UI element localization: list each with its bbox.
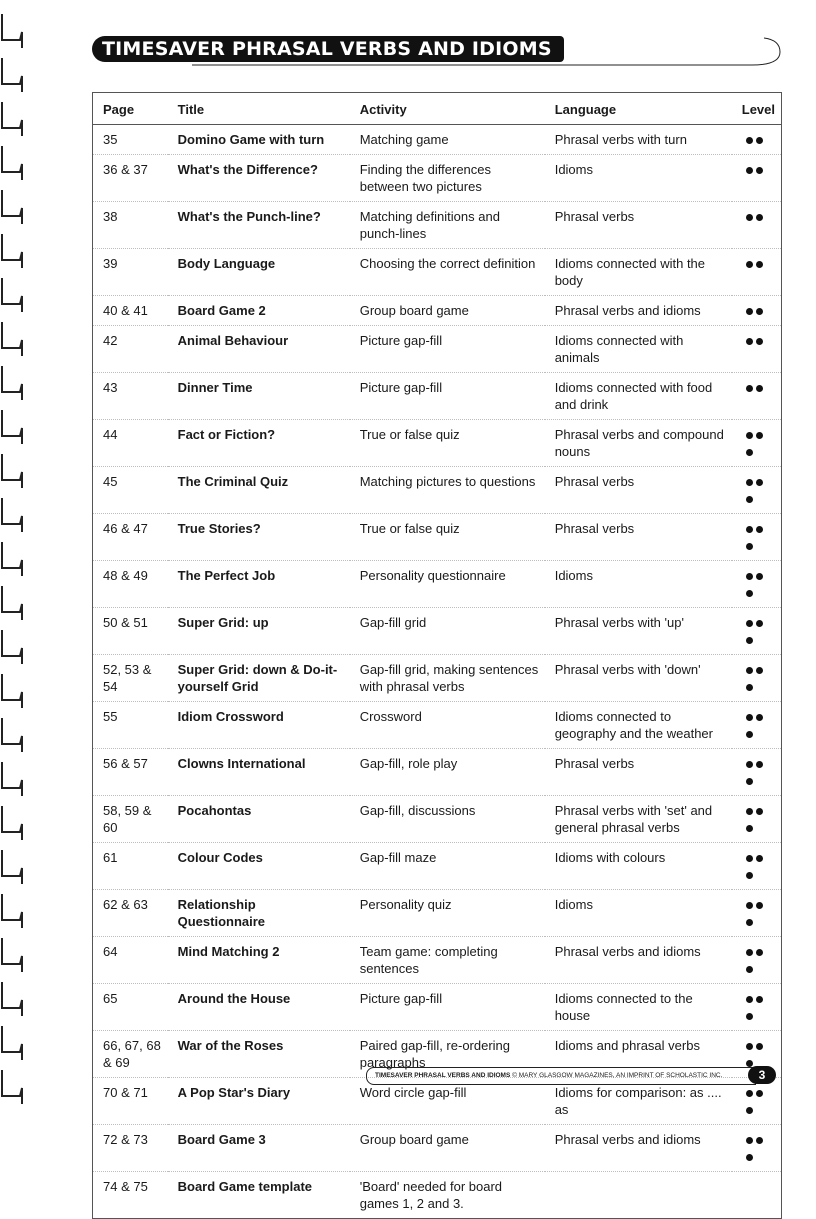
cell-activity: Gap-fill grid, making sentences with phrasal verbs xyxy=(350,655,545,702)
cell-title: The Perfect Job xyxy=(168,561,350,608)
table-row xyxy=(93,561,782,608)
level-dot-icon xyxy=(756,667,763,674)
footer-series: TIMESAVER PHRASAL VERBS AND IDIOMS xyxy=(375,1072,511,1079)
level-dot-icon xyxy=(746,872,753,879)
cell-language: Phrasal verbs and compound nouns xyxy=(545,420,732,467)
level-dot-icon xyxy=(746,808,753,815)
table-row xyxy=(93,984,782,1031)
level-dot-icon xyxy=(746,573,753,580)
table-row xyxy=(93,125,782,155)
column-header-language: Language xyxy=(545,93,732,125)
cell-activity: Picture gap-fill xyxy=(350,984,545,1031)
cell-activity: Gap-fill grid xyxy=(350,608,545,655)
cell-page: 61 xyxy=(93,843,168,890)
cell-activity: Gap-fill, discussions xyxy=(350,796,545,843)
cell-page: 45 xyxy=(93,467,168,514)
table-row xyxy=(93,937,782,984)
level-dot-icon xyxy=(746,261,753,268)
cell-page: 43 xyxy=(93,373,168,420)
cell-title: Animal Behaviour xyxy=(168,326,350,373)
cell-language: Phrasal verbs with 'up' xyxy=(545,608,732,655)
level-dot-icon xyxy=(746,949,753,956)
cell-page: 66, 67, 68 & 69 xyxy=(93,1031,168,1078)
cell-language: Phrasal verbs xyxy=(545,749,732,796)
cell-language: Phrasal verbs xyxy=(545,467,732,514)
cell-page: 40 & 41 xyxy=(93,296,168,326)
table-row xyxy=(93,702,782,749)
page-number: 3 xyxy=(748,1066,776,1084)
cell-level xyxy=(732,420,782,467)
cell-activity: Gap-fill maze xyxy=(350,843,545,890)
cell-activity: True or false quiz xyxy=(350,514,545,561)
cell-activity: Gap-fill, role play xyxy=(350,749,545,796)
cell-language: Idioms for comparison: as .... as xyxy=(545,1078,732,1125)
page-footer xyxy=(366,1067,776,1085)
table-row xyxy=(93,655,782,702)
cell-title: Super Grid: up xyxy=(168,608,350,655)
level-dot-icon xyxy=(746,919,753,926)
level-dot-icon xyxy=(756,137,763,144)
cell-activity: Matching pictures to questions xyxy=(350,467,545,514)
cell-title: Clowns International xyxy=(168,749,350,796)
cell-activity: 'Board' needed for board games 1, 2 and 3. xyxy=(359,1179,503,1211)
page-header xyxy=(92,36,782,66)
cell-language: Idioms with colours xyxy=(545,843,732,890)
level-dot-icon xyxy=(746,778,753,785)
cell-activity: Group board game xyxy=(350,1125,545,1172)
level-dot-icon xyxy=(746,167,753,174)
level-dot-icon xyxy=(746,1154,753,1161)
cell-title: What's the Punch-line? xyxy=(168,202,350,249)
cell-language: Idioms xyxy=(545,561,732,608)
table-row xyxy=(93,796,782,843)
cell-level xyxy=(732,749,782,796)
header-title: TIMESAVER PHRASAL VERBS AND IDIOMS xyxy=(92,36,564,62)
table-row xyxy=(93,1125,782,1172)
level-dot-icon xyxy=(746,137,753,144)
cell-title: Mind Matching 2 xyxy=(168,937,350,984)
level-dot-icon xyxy=(746,449,753,456)
cell-page: 35 xyxy=(93,125,168,155)
level-dot-icon xyxy=(746,1043,753,1050)
cell-title: Relationship Questionnaire xyxy=(168,890,350,937)
cell-page: 42 xyxy=(93,326,168,373)
cell-title: Around the House xyxy=(168,984,350,1031)
level-dot-icon xyxy=(746,543,753,550)
level-dot-icon xyxy=(756,996,763,1003)
level-dot-icon xyxy=(756,902,763,909)
table-row xyxy=(93,420,782,467)
cell-page: 36 & 37 xyxy=(93,155,168,202)
cell-activity: Personality quiz xyxy=(350,890,545,937)
table-row xyxy=(93,890,782,937)
level-dot-icon xyxy=(756,1043,763,1050)
cell-title: Fact or Fiction? xyxy=(168,420,350,467)
cell-activity: Paired gap-fill, re-ordering paragraphs xyxy=(350,1031,545,1078)
cell-page: 55 xyxy=(93,702,168,749)
cell-title: Colour Codes xyxy=(168,843,350,890)
cell-level xyxy=(732,937,782,984)
level-dot-icon xyxy=(756,308,763,315)
cell-page: 56 & 57 xyxy=(93,749,168,796)
cell-page: 64 xyxy=(93,937,168,984)
cell-title: What's the Difference? xyxy=(168,155,350,202)
level-dot-icon xyxy=(746,1090,753,1097)
table-row xyxy=(93,514,782,561)
level-dot-icon xyxy=(756,261,763,268)
cell-title: Board Game 3 xyxy=(168,1125,350,1172)
cell-title: Super Grid: down & Do-it-yourself Grid xyxy=(168,655,350,702)
cell-activity: Word circle gap-fill xyxy=(350,1078,545,1125)
cell-title: Domino Game with turn xyxy=(168,125,350,155)
level-dot-icon xyxy=(756,714,763,721)
level-dot-icon xyxy=(746,761,753,768)
cell-activity: Personality questionnaire xyxy=(350,561,545,608)
cell-level xyxy=(732,249,782,296)
level-dot-icon xyxy=(746,855,753,862)
cell-page: 65 xyxy=(93,984,168,1031)
cell-language: Idioms connected with food and drink xyxy=(545,373,732,420)
cell-title: Pocahontas xyxy=(168,796,350,843)
cell-level xyxy=(732,155,782,202)
cell-language: Idioms xyxy=(545,890,732,937)
cell-level xyxy=(732,467,782,514)
level-dot-icon xyxy=(746,731,753,738)
level-dot-icon xyxy=(746,308,753,315)
level-dot-icon xyxy=(746,385,753,392)
cell-language: Phrasal verbs and idioms xyxy=(545,937,732,984)
cell-level xyxy=(732,561,782,608)
table-row xyxy=(93,749,782,796)
level-dot-icon xyxy=(746,1013,753,1020)
cell-language: Idioms connected to geography and the weather xyxy=(545,702,732,749)
cell-language: Idioms connected to the house xyxy=(545,984,732,1031)
column-header-level: Level xyxy=(732,93,782,125)
cell-level xyxy=(732,125,782,155)
level-dot-icon xyxy=(746,479,753,486)
level-dot-icon xyxy=(756,167,763,174)
level-dot-icon xyxy=(756,620,763,627)
cell-page: 74 & 75 xyxy=(103,1179,148,1194)
cell-page: 62 & 63 xyxy=(93,890,168,937)
cell-page: 52, 53 & 54 xyxy=(93,655,168,702)
level-dot-icon xyxy=(746,714,753,721)
cell-language: Phrasal verbs xyxy=(545,202,732,249)
level-dot-icon xyxy=(746,667,753,674)
cell-level xyxy=(732,843,782,890)
cell-page: 58, 59 & 60 xyxy=(93,796,168,843)
cell-language: Idioms and phrasal verbs xyxy=(545,1031,732,1078)
level-dot-icon xyxy=(746,996,753,1003)
level-dot-icon xyxy=(746,902,753,909)
cell-language xyxy=(545,1172,732,1219)
cell-language: Phrasal verbs and idioms xyxy=(545,296,732,326)
cell-title: Dinner Time xyxy=(168,373,350,420)
level-dot-icon xyxy=(756,573,763,580)
cell-page: 44 xyxy=(93,420,168,467)
level-dot-icon xyxy=(746,825,753,832)
footer-copyright: © MARY GLASGOW MAGAZINES, AN IMPRINT OF SCHOLASTIC INC. xyxy=(512,1072,723,1079)
level-dot-icon xyxy=(756,1137,763,1144)
level-dot-icon xyxy=(746,526,753,533)
cell-language: Phrasal verbs with 'set' and general phrasal verbs xyxy=(545,796,732,843)
table-row xyxy=(93,202,782,249)
cell-title: War of the Roses xyxy=(168,1031,350,1078)
cell-level xyxy=(732,608,782,655)
level-dot-icon xyxy=(756,214,763,221)
table-row xyxy=(93,608,782,655)
table-row xyxy=(93,326,782,373)
level-dot-icon xyxy=(746,637,753,644)
cell-language: Idioms connected with the body xyxy=(545,249,732,296)
level-dot-icon xyxy=(756,808,763,815)
contents-table xyxy=(92,92,782,1219)
cell-title: Board Game 2 xyxy=(168,296,350,326)
level-dot-icon xyxy=(756,432,763,439)
cell-level xyxy=(732,1125,782,1172)
cell-page: 39 xyxy=(93,249,168,296)
cell-activity: Group board game xyxy=(350,296,545,326)
cell-activity: Matching definitions and punch-lines xyxy=(350,202,545,249)
level-dot-icon xyxy=(756,949,763,956)
cell-activity: True or false quiz xyxy=(350,420,545,467)
cell-title: True Stories? xyxy=(168,514,350,561)
cell-language: Phrasal verbs xyxy=(545,514,732,561)
cell-level xyxy=(732,796,782,843)
cell-activity: Team game: completing sentences xyxy=(350,937,545,984)
cell-activity: Picture gap-fill xyxy=(350,373,545,420)
cell-page: 38 xyxy=(93,202,168,249)
level-dot-icon xyxy=(756,338,763,345)
table-header-row xyxy=(93,93,782,125)
level-dot-icon xyxy=(746,1107,753,1114)
table-row xyxy=(93,1172,782,1219)
table-row xyxy=(93,843,782,890)
table-row xyxy=(93,249,782,296)
cell-level xyxy=(732,326,782,373)
level-dot-icon xyxy=(746,1060,753,1067)
cell-level xyxy=(732,702,782,749)
cell-title: Body Language xyxy=(168,249,350,296)
cell-language: Idioms connected with animals xyxy=(545,326,732,373)
cell-page: 70 & 71 xyxy=(93,1078,168,1125)
spiral-binding xyxy=(0,0,34,1123)
cell-level xyxy=(732,296,782,326)
table-row xyxy=(93,373,782,420)
cell-level xyxy=(732,890,782,937)
cell-level xyxy=(732,514,782,561)
level-dot-icon xyxy=(746,338,753,345)
footer-credit xyxy=(366,1067,756,1085)
cell-page: 46 & 47 xyxy=(93,514,168,561)
table-row xyxy=(93,467,782,514)
cell-level xyxy=(732,655,782,702)
cell-activity: Choosing the correct definition xyxy=(350,249,545,296)
cell-language: Idioms xyxy=(545,155,732,202)
level-dot-icon xyxy=(746,590,753,597)
cell-language: Phrasal verbs with turn xyxy=(545,125,732,155)
cell-language: Phrasal verbs with 'down' xyxy=(545,655,732,702)
table-row xyxy=(93,155,782,202)
level-dot-icon xyxy=(746,432,753,439)
level-dot-icon xyxy=(746,620,753,627)
level-dot-icon xyxy=(746,1137,753,1144)
level-dot-icon xyxy=(756,385,763,392)
level-dot-icon xyxy=(756,526,763,533)
cell-page: 48 & 49 xyxy=(93,561,168,608)
level-dot-icon xyxy=(756,1090,763,1097)
cell-level xyxy=(732,202,782,249)
cell-activity: Matching game xyxy=(350,125,545,155)
level-dot-icon xyxy=(756,761,763,768)
level-dot-icon xyxy=(746,684,753,691)
column-header-activity: Activity xyxy=(350,93,545,125)
level-dot-icon xyxy=(756,479,763,486)
level-dot-icon xyxy=(746,966,753,973)
column-header-page: Page xyxy=(93,93,168,125)
cell-level xyxy=(732,373,782,420)
cell-level xyxy=(732,1172,782,1219)
cell-page: 72 & 73 xyxy=(93,1125,168,1172)
cell-activity: Crossword xyxy=(350,702,545,749)
level-dot-icon xyxy=(756,855,763,862)
level-dot-icon xyxy=(746,496,753,503)
cell-activity: Picture gap-fill xyxy=(350,326,545,373)
cell-activity: Finding the differences between two pictures xyxy=(350,155,545,202)
table-row xyxy=(93,296,782,326)
cell-title: Board Game template xyxy=(177,1179,312,1194)
cell-title: The Criminal Quiz xyxy=(168,467,350,514)
cell-title: A Pop Star's Diary xyxy=(168,1078,350,1125)
column-header-title: Title xyxy=(168,93,350,125)
cell-level xyxy=(732,984,782,1031)
cell-language: Phrasal verbs and idioms xyxy=(545,1125,732,1172)
cell-page: 50 & 51 xyxy=(93,608,168,655)
cell-title: Idiom Crossword xyxy=(168,702,350,749)
level-dot-icon xyxy=(746,214,753,221)
